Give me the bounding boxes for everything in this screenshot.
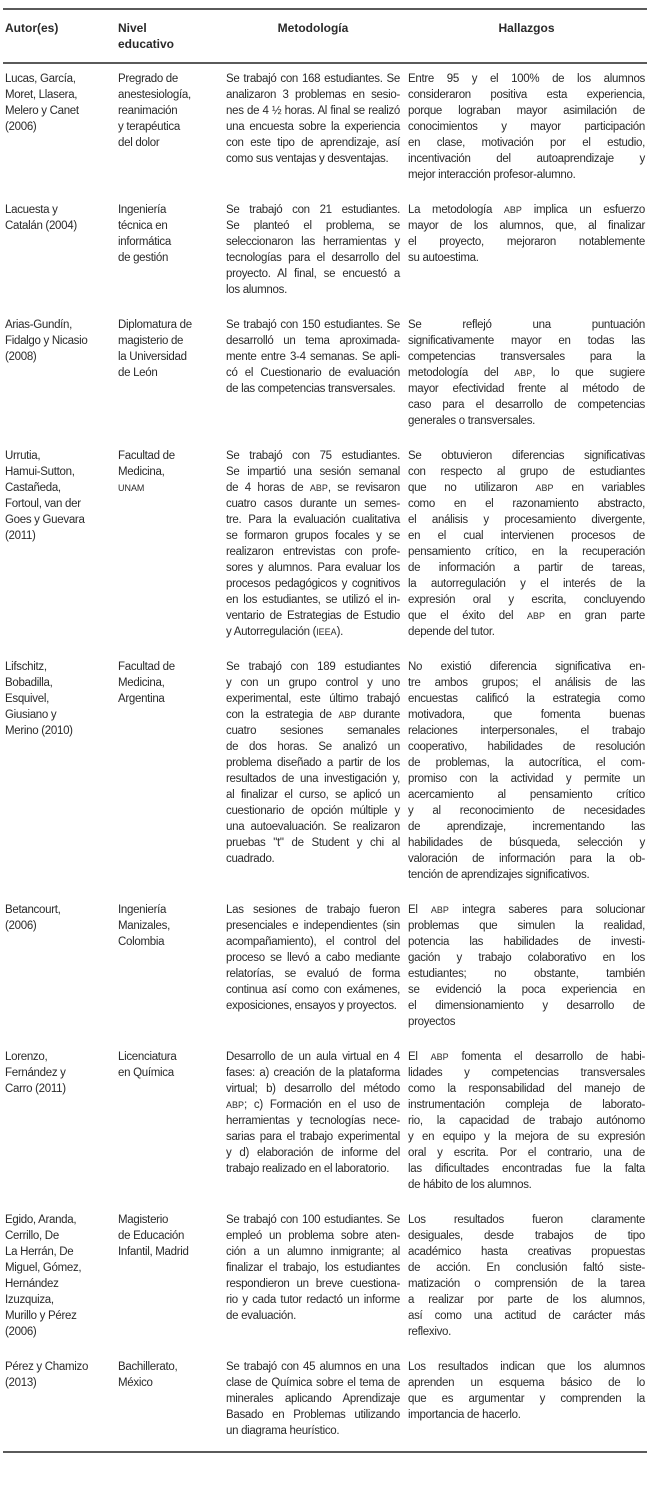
cell-line: (2006) — [5, 1326, 37, 1338]
cell-line: los alumnos. — [226, 284, 287, 296]
cell-metodologia — [226, 1212, 404, 1340]
cell-autor — [3, 1049, 116, 1193]
cell-line: Los resultados indican que los alumnos — [408, 1361, 645, 1373]
cell-line: al finalizar el curso, se aplicó un — [226, 789, 400, 801]
table-row — [3, 195, 647, 310]
cell-hallazgos — [404, 202, 647, 298]
cell-line: Se trabajó con 75 estudiantes. — [226, 450, 400, 462]
cell-line: virtual; b) desarrollo del método — [226, 1083, 400, 1095]
cell-line: un diagrama heurístico. — [226, 1425, 340, 1437]
cell-line: Se obtuvieron diferencias significativas — [408, 450, 645, 462]
cell-line: como la responsabilidad del manejo de — [408, 1083, 645, 1095]
cell-line: sarias para el trabajo experimental — [226, 1131, 400, 1143]
cell-line: mayor de los alumnos, que, al finalizar — [408, 220, 645, 232]
cell-line: ventario de Estrategias de Estudio — [226, 610, 400, 622]
cell-line: su autoestima. — [408, 252, 479, 264]
cell-metodologia — [226, 448, 404, 640]
cell-line: Argentina — [118, 693, 165, 705]
cell-line: con respecto al grupo de estudiantes — [408, 466, 645, 478]
cell-line: con la estrategia de ABP durante — [226, 709, 400, 721]
cell-line: Entre 95 y el 100% de los alumnos — [408, 73, 645, 85]
cell-line: metodología del ABP, lo que sugiere — [408, 367, 646, 379]
cell-line: Bobadilla, — [5, 677, 53, 689]
cell-hallazgos — [404, 659, 647, 883]
cell-line: Merino (2010) — [5, 725, 73, 737]
cell-autor — [3, 1212, 116, 1340]
cell-line: habilidades de búsqueda, selección y — [408, 837, 645, 849]
cell-line: clase de Química sobre el tema de — [226, 1377, 400, 1389]
cell-line: Basado en Problemas utilizando — [226, 1409, 400, 1421]
cell-line: pruebas "t" de Student y chi al — [226, 837, 400, 849]
cell-metodologia — [226, 1049, 404, 1193]
cell-line: el dimensionamiento y desarrollo de — [408, 1000, 645, 1012]
cell-line: de 4 horas de ABP, se revisaron — [226, 482, 400, 494]
cell-line: nes de 4 ½ horas. Al final se realizó — [226, 105, 400, 117]
cell-line: (2008) — [5, 351, 37, 363]
cell-line: tecnologías para el desarrollo del — [226, 252, 400, 264]
cell-line: oral y escrita. Por el contrario, una de — [408, 1147, 645, 1159]
cell-line: se evidenció la poca experiencia en — [408, 984, 645, 996]
cell-line: Manizales, — [118, 920, 170, 932]
cell-line: potencia las habilidades de investi- — [408, 936, 645, 948]
cell-line: anestesiología, — [118, 89, 191, 101]
cell-line: cuestionario de opción múltiple y — [226, 805, 400, 817]
cell-line: informática — [118, 236, 171, 248]
cell-line: y terapéutica — [118, 121, 180, 133]
cell-line: Se reflejó una puntuación — [408, 319, 645, 331]
cell-line: y al reconocimiento de necesidades — [408, 805, 645, 817]
cell-line: rio y cada tutor redactó un informe — [226, 1294, 400, 1306]
cell-line: Murillo y Pérez — [5, 1310, 77, 1322]
table-row — [3, 652, 647, 895]
cell-line: valoración de información para la ob- — [408, 853, 645, 865]
cell-line: Hamui-Sutton, — [5, 466, 75, 478]
cell-line: có el Cuestionario de evaluación — [226, 367, 400, 379]
cell-line: caso para el desarrollo de competencias — [408, 399, 645, 411]
cell-hallazgos — [404, 1049, 647, 1193]
cell-autor — [3, 659, 116, 883]
cell-line: Colombia — [118, 936, 165, 948]
cell-line: cooperativo, habilidades de resolución — [408, 741, 645, 753]
cell-line: Ingeniería — [118, 904, 167, 916]
cell-line: Facultad de — [118, 661, 175, 673]
cell-line: Esquivel, — [5, 693, 49, 705]
cell-line: Goes y Guevara — [5, 514, 85, 526]
cell-line: Se trabajó con 21 estudiantes. — [226, 204, 400, 216]
table-row — [3, 64, 647, 195]
cell-line: proyecto. Al final, se encuestó a — [226, 268, 400, 280]
cell-line: que es argumentar y comprenden la — [408, 1393, 645, 1405]
cell-line: Lucas, García, — [5, 73, 76, 85]
cell-line: de acción. En conclusión faltó siste- — [408, 1262, 645, 1274]
cell-line: Catalán (2004) — [5, 220, 77, 232]
cell-line: que el éxito del ABP en gran parte — [408, 610, 645, 622]
cell-line: Lorenzo, — [5, 1051, 48, 1063]
cell-line: La metodología ABP implica un esfuerzo — [408, 204, 645, 216]
cell-line: trabajo realizado en el laboratorio. — [226, 1163, 390, 1175]
cell-line: Melero y Canet — [5, 105, 79, 117]
cell-line: Desarrollo de un aula virtual en 4 — [226, 1051, 400, 1063]
cell-line: Medicina, — [118, 677, 165, 689]
cell-line: y Autorregulación (IEEA). — [226, 626, 344, 638]
cell-line: tre ambos grupos; el análisis de las — [408, 677, 645, 689]
cell-line: competencias transversales para la — [408, 351, 645, 363]
header-hallazgos: Hallazgos — [498, 21, 555, 35]
header-metodologia: Metodología — [277, 21, 349, 35]
cell-line: reflexivo. — [408, 1326, 452, 1338]
cell-line: Izuzquiza, — [5, 1294, 54, 1306]
cell-line: que no utilizaron ABP en variables — [408, 482, 645, 494]
cell-line: conocimientos y mayor participación — [408, 121, 645, 133]
cell-line: Cerrillo, De — [5, 1230, 59, 1242]
cell-line: en Química — [118, 1067, 174, 1079]
studies-table — [3, 8, 647, 1453]
cell-line: de hábito de los alumnos. — [408, 1179, 532, 1191]
cell-line: Fortoul, van der — [5, 498, 81, 510]
cell-hallazgos — [404, 1359, 647, 1439]
cell-line: motivadora, que fomenta buenas — [408, 709, 645, 721]
cell-line: Las sesiones de trabajo fueron — [226, 904, 400, 916]
cell-line: Hernández — [5, 1278, 59, 1290]
cell-line: procesos pedagógicos y cognitivos — [226, 578, 400, 590]
cell-line: Giusiano y — [5, 709, 57, 721]
cell-nivel — [116, 902, 226, 1030]
cell-line: relaciones interpersonales, el trabajo — [408, 725, 645, 737]
cell-line: promiso con la actividad y permite un — [408, 773, 645, 785]
cell-line: Se trabajó con 100 estudiantes. Se — [226, 1214, 400, 1226]
cell-hallazgos — [404, 902, 647, 1030]
table-body — [3, 64, 647, 1451]
table-row — [3, 310, 647, 441]
cell-line: instrumentación compleja de laborato- — [408, 1099, 645, 1111]
cell-line: proceso se llevó a cabo mediante — [226, 952, 400, 964]
cell-nivel — [116, 71, 226, 183]
cell-line: acompañamiento), el control del — [226, 936, 400, 948]
cell-line: acercamiento al pensamiento crítico — [408, 789, 645, 801]
cell-line: Arias-Gundín, — [5, 319, 73, 331]
cell-line: Miguel, Gómez, — [5, 1262, 82, 1274]
cell-line: Se trabajó con 45 alumnos en una — [226, 1361, 400, 1373]
cell-line: magisterio de — [118, 335, 184, 347]
cell-line: como en el razonamiento abstracto, — [408, 498, 645, 510]
cell-line: Lifschitz, — [5, 661, 47, 673]
cell-autor — [3, 448, 116, 640]
table-row — [3, 895, 647, 1042]
cell-metodologia — [226, 71, 404, 183]
cell-nivel — [116, 659, 226, 883]
cell-nivel — [116, 1359, 226, 1439]
cell-line: Se impartió una sesión semanal — [226, 466, 400, 478]
cell-hallazgos — [404, 448, 647, 640]
cell-line: La Herrán, De — [5, 1246, 74, 1258]
cell-line: de Educación — [118, 1230, 185, 1242]
cell-line: cuatro casos durante un semes- — [226, 498, 400, 510]
cell-line: El ABP integra saberes para solucionar — [408, 904, 645, 916]
cell-nivel — [116, 202, 226, 298]
cell-line: como sus ventajas y desventajas. — [226, 153, 389, 165]
cell-autor — [3, 317, 116, 429]
cell-line: Diplomatura de — [118, 319, 192, 331]
cell-line: Urrutia, — [5, 450, 41, 462]
cell-line: mente entre 3-4 semanas. Se apli- — [226, 351, 400, 363]
cell-line: una autoevaluación. Se realizaron — [226, 821, 400, 833]
cell-line: Ingeniería — [118, 204, 167, 216]
cell-line: sores y alumnos. Para evaluar los — [226, 562, 400, 574]
cell-line: el análisis y procesamiento divergente, — [408, 514, 645, 526]
cell-line: la autorregulación y el interés de la — [408, 578, 645, 590]
cell-line: el proyecto, mejoraron notablemente — [408, 236, 645, 248]
cell-line: Se trabajó con 168 estudiantes. Se — [226, 73, 400, 85]
cell-hallazgos — [404, 317, 647, 429]
table-row — [3, 1352, 647, 1451]
cell-line: cuatro sesiones semanales — [226, 725, 400, 737]
cell-line: pensamiento crítico, en la recuperación — [408, 546, 645, 558]
cell-line: (2006) — [5, 121, 37, 133]
cell-line: Se trabajó con 150 estudiantes. Se — [226, 319, 400, 331]
cell-line: de dos horas. Se analizó un — [226, 741, 400, 753]
cell-autor — [3, 1359, 116, 1439]
cell-line: gación y trabajo colaborativo en los — [408, 952, 645, 964]
cell-line: herramientas y tecnologías nece- — [226, 1115, 400, 1127]
cell-autor — [3, 902, 116, 1030]
cell-line: incentivación del autoaprendizaje y — [408, 153, 645, 165]
cell-line: Betancourt, — [5, 904, 61, 916]
cell-line: experimental, este último trabajó — [226, 693, 400, 705]
cell-line: en clase, motivación por el estudio, — [408, 137, 645, 149]
cell-line: de información a partir de tareas, — [408, 562, 645, 574]
cell-line: de evaluación. — [226, 1310, 296, 1322]
cell-line: Lacuesta y — [5, 204, 58, 216]
table-bottom-rule — [3, 1451, 647, 1453]
cell-line: realizaron entrevistas con profe- — [226, 546, 400, 558]
cell-line: El ABP fomenta el desarrollo de habi- — [408, 1051, 645, 1063]
cell-hallazgos — [404, 71, 647, 183]
cell-line: problemas que simulen la realidad, — [408, 920, 645, 932]
cell-line: finalizar el trabajo, los estudiantes — [226, 1262, 400, 1274]
cell-line: (2013) — [5, 1377, 37, 1389]
cell-line: ABP; c) Formación en el uso de — [226, 1099, 400, 1111]
cell-line: las dificultades encontradas fue la falta — [408, 1163, 645, 1175]
cell-line: Castañeda, — [5, 482, 61, 494]
cell-line: lidades y competencias transversales — [408, 1067, 645, 1079]
cell-line: presenciales e independientes (sin — [226, 920, 400, 932]
cell-line: Carro (2011) — [5, 1083, 66, 1095]
cell-line: Bachillerato, — [118, 1361, 178, 1373]
cell-metodologia — [226, 902, 404, 1030]
cell-line: Se planteó el problema, se — [226, 220, 400, 232]
cell-line: en los estudiantes, se utilizó el in- — [226, 594, 400, 606]
cell-line: resultados de una investigación y, — [226, 773, 400, 785]
cell-line: de aprendizaje, incrementando las — [408, 821, 645, 833]
cell-metodologia — [226, 202, 404, 298]
cell-autor — [3, 71, 116, 183]
cell-metodologia — [226, 659, 404, 883]
cell-line: cuadrado. — [226, 853, 275, 865]
table-header-row — [3, 10, 647, 62]
cell-nivel — [116, 448, 226, 640]
cell-line: matización o comprensión de la tarea — [408, 1278, 645, 1290]
cell-line: Facultad de — [118, 450, 175, 462]
cell-line: técnica en — [118, 220, 168, 232]
cell-nivel — [116, 1049, 226, 1193]
cell-line: una encuesta sobre la experiencia — [226, 121, 400, 133]
cell-line: Pérez y Chamizo — [5, 1361, 89, 1373]
cell-line: (2006) — [5, 920, 37, 932]
cell-line: académico hasta creativas propuestas — [408, 1246, 645, 1258]
cell-line: minerales aplicando Aprendizaje — [226, 1393, 400, 1405]
cell-line: depende del tutor. — [408, 626, 495, 638]
cell-line: Se trabajó con 189 estudiantes — [226, 661, 400, 673]
cell-line: rio, la capacidad de trabajo autónomo — [408, 1115, 645, 1127]
cell-line: reanimación — [118, 105, 178, 117]
cell-line: del dolor — [118, 137, 160, 149]
cell-line: significativamente mayor en todas las — [408, 335, 645, 347]
cell-line: analizaron 3 problemas en sesio- — [226, 89, 400, 101]
cell-line: y con un grupo control y uno — [226, 677, 400, 689]
cell-line: de las competencias transversales. — [226, 383, 396, 395]
cell-line: (2011) — [5, 530, 36, 542]
cell-line: Fernández y — [5, 1067, 66, 1079]
cell-line: tención de aprendizajes significativos. — [408, 869, 590, 881]
cell-line: importancia de hacerlo. — [408, 1409, 521, 1421]
cell-line: porque lograban mayor asimilación de — [408, 105, 645, 117]
cell-metodologia — [226, 317, 404, 429]
cell-line: Egido, Aranda, — [5, 1214, 77, 1226]
cell-line: generales o transversales. — [408, 415, 536, 427]
cell-line: desiguales, desde trabajos de tipo — [408, 1230, 645, 1242]
cell-line: mayor efectividad frente al método de — [408, 383, 645, 395]
cell-line: fases: a) creación de la plataforma — [226, 1067, 400, 1079]
cell-line: Magisterio — [118, 1214, 169, 1226]
cell-line: mejor interacción profesor-alumno. — [408, 169, 576, 181]
cell-line: Los resultados fueron claramente — [408, 1214, 645, 1226]
cell-line: así como una actitud de carácter más — [408, 1310, 645, 1322]
cell-line: se formaron grupos focales y se — [226, 530, 400, 542]
cell-line: a realizar por parte de los alumnos, — [408, 1294, 645, 1306]
cell-line: UNAM — [118, 483, 145, 493]
cell-line: relatorías, se evaluó de forma — [226, 968, 400, 980]
cell-line: No existió diferencia significativa en- — [408, 661, 645, 673]
cell-nivel — [116, 317, 226, 429]
cell-line: aprenden un esquema básico de lo — [408, 1377, 645, 1389]
cell-autor — [3, 202, 116, 298]
cell-line: Pregrado de — [118, 73, 178, 85]
cell-line: continua así como con exámenes, — [226, 984, 400, 996]
cell-line: expresión oral y escrita, concluyendo — [408, 594, 645, 606]
cell-line: ción a un alumno inmigrante; al — [226, 1246, 400, 1258]
cell-nivel — [116, 1212, 226, 1340]
cell-line: Infantil, Madrid — [118, 1246, 189, 1258]
cell-line: Medicina, — [118, 466, 165, 478]
cell-line: Fidalgo y Nicasio — [5, 335, 88, 347]
cell-line: México — [118, 1377, 153, 1389]
cell-line: de gestión — [118, 252, 169, 264]
cell-line: en el cual intervienen procesos de — [408, 530, 645, 542]
cell-line: y en equipo y la mejora de su expresión — [408, 1131, 645, 1143]
cell-metodologia — [226, 1359, 404, 1439]
header-nivel: Nivel educativo — [118, 21, 175, 51]
cell-line: proyectos — [408, 1016, 456, 1028]
cell-line: respondieron un breve cuestiona- — [226, 1278, 400, 1290]
cell-line: la Universidad — [118, 351, 187, 363]
cell-line: de problemas, la autocrítica, el com- — [408, 757, 645, 769]
cell-line: Licenciatura — [118, 1051, 177, 1063]
cell-line: estudiantes; no obstante, también — [408, 968, 645, 980]
cell-hallazgos — [404, 1212, 647, 1340]
cell-line: empleó un problema sobre aten- — [226, 1230, 400, 1242]
table-row — [3, 1042, 647, 1205]
cell-line: encuestas calificó la estrategia como — [408, 693, 645, 705]
cell-line: tre. Para la evaluación cualitativa — [226, 514, 400, 526]
table-row — [3, 1205, 647, 1352]
cell-line: de León — [118, 367, 158, 379]
cell-line: con este tipo de aprendizaje, así — [226, 137, 400, 149]
cell-line: desarrolló un tema aproximada- — [226, 335, 400, 347]
cell-line: Moret, Llasera, — [5, 89, 78, 101]
cell-line: seleccionaron las herramientas y — [226, 236, 400, 248]
header-autor: Autor(es) — [5, 21, 59, 35]
cell-line: problema diseñado a partir de los — [226, 757, 400, 769]
cell-line: y d) elaboración de informe del — [226, 1147, 400, 1159]
cell-line: consideraron positiva esta experiencia, — [408, 89, 645, 101]
table-row — [3, 441, 647, 652]
cell-line: exposiciones, ensayos y proyectos. — [226, 1000, 397, 1012]
